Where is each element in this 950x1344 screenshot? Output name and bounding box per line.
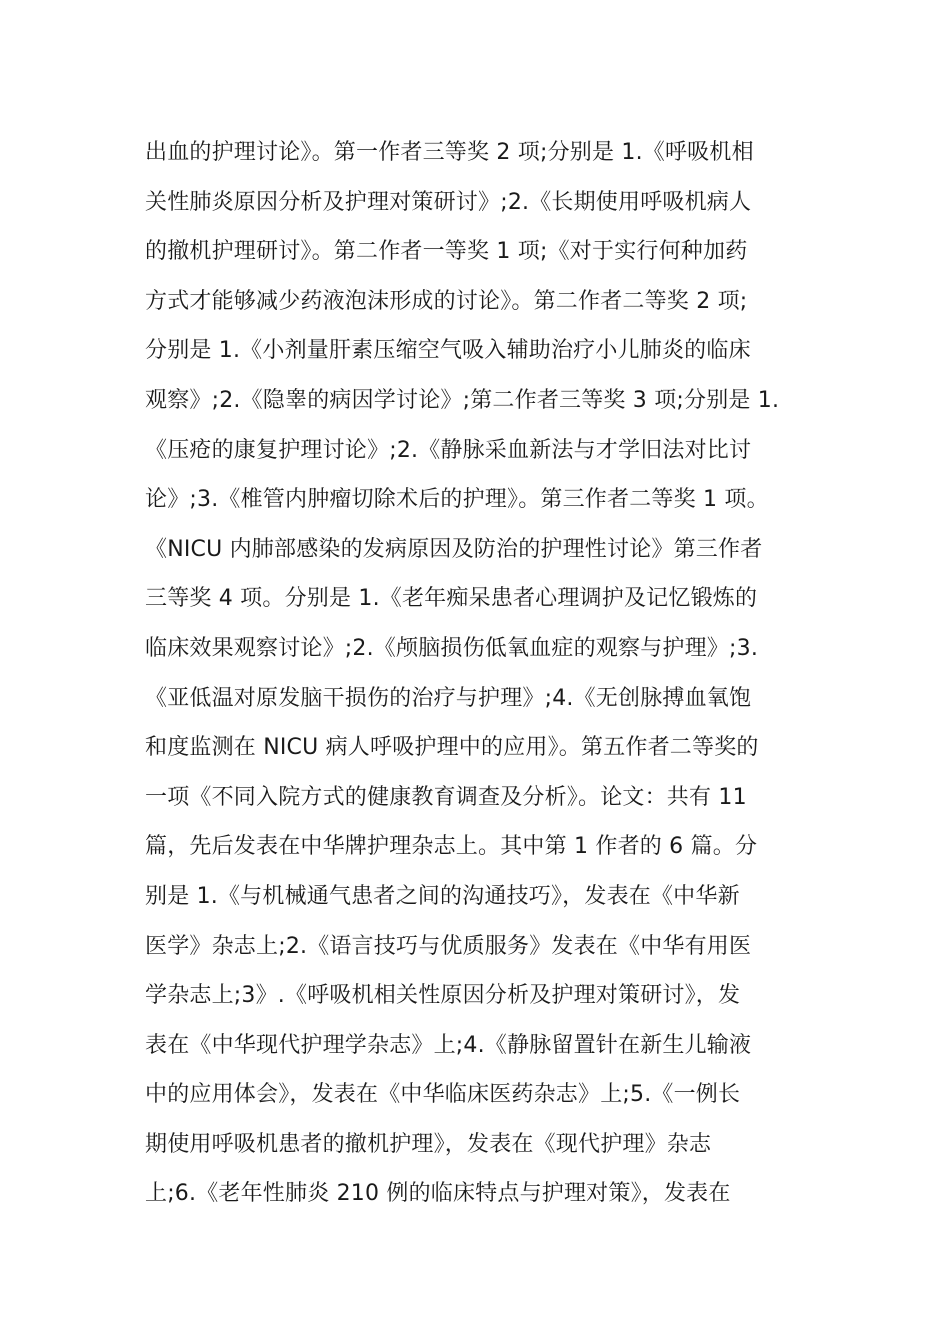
text-line: 临床效果观察讨论》;2.《颅脑损伤低氧血症的观察与护理》;3.: [145, 635, 759, 661]
text-line: 关性肺炎原因分析及护理对策研讨》;2.《长期使用呼吸机病人: [145, 189, 752, 215]
text-line: 的撤机护理研讨》。第二作者一等奖 1 项;《对于实行何种加药: [145, 239, 748, 265]
text-line: 出血的护理讨论》。第一作者三等奖 2 项;分别是 1.《呼吸机相: [145, 140, 754, 165]
text-line: 论》;3.《椎管内肿瘤切除术后的护理》。第三作者二等奖 1 项。: [145, 487, 769, 513]
text-line: 篇，先后发表在中华牌护理杂志上。其中第 1 作者的 6 篇。分: [145, 834, 758, 860]
text-line: 《压疮的康复护理讨论》;2.《静脉采血新法与才学旧法对比讨: [145, 437, 752, 463]
text-line: 上;6.《老年性肺炎 210 例的临床特点与护理对策》，发表在: [145, 1181, 731, 1207]
text-line: 三等奖 4 项。分别是 1.《老年痴呆患者心理调护及记忆锻炼的: [145, 586, 758, 612]
body-text: [145, 128, 825, 1219]
text-line: 学杂志上;3》.《呼吸机相关性原因分析及护理对策研讨》，发: [145, 983, 741, 1009]
text-line: 分别是 1.《小剂量肝素压缩空气吸入辅助治疗小儿肺炎的临床: [145, 338, 751, 364]
text-line: 表在《中华现代护理学杂志》上;4.《静脉留置针在新生儿输液: [145, 1032, 752, 1058]
text-line: 中的应用体会》，发表在《中华临床医药杂志》上;5.《一例长: [145, 1082, 741, 1108]
text-line: 观察》;2.《隐睾的病因学讨论》;第二作者三等奖 3 项;分别是 1.: [145, 387, 780, 413]
text-line: 方式才能够减少药液泡沫形成的讨论》。第二作者二等奖 2 项;: [145, 288, 748, 314]
text-line: 别是 1.《与机械通气患者之间的沟通技巧》，发表在《中华新: [145, 883, 740, 909]
text-line: 期使用呼吸机患者的撤机护理》，发表在《现代护理》杂志: [145, 1131, 712, 1157]
text-line: 《亚低温对原发脑干损伤的治疗与护理》;4.《无创脉搏血氧饱: [145, 685, 752, 711]
text-line: 《NICU 内肺部感染的发病原因及防治的护理性讨论》第三作者: [145, 536, 763, 562]
text-line: 一项《不同入院方式的健康教育调查及分析》。论文：共有 11: [145, 784, 747, 810]
text-line: 医学》杂志上;2.《语言技巧与优质服务》发表在《中华有用医: [145, 933, 752, 959]
text-line: 和度监测在 NICU 病人呼吸护理中的应用》。第五作者二等奖的: [145, 735, 759, 761]
